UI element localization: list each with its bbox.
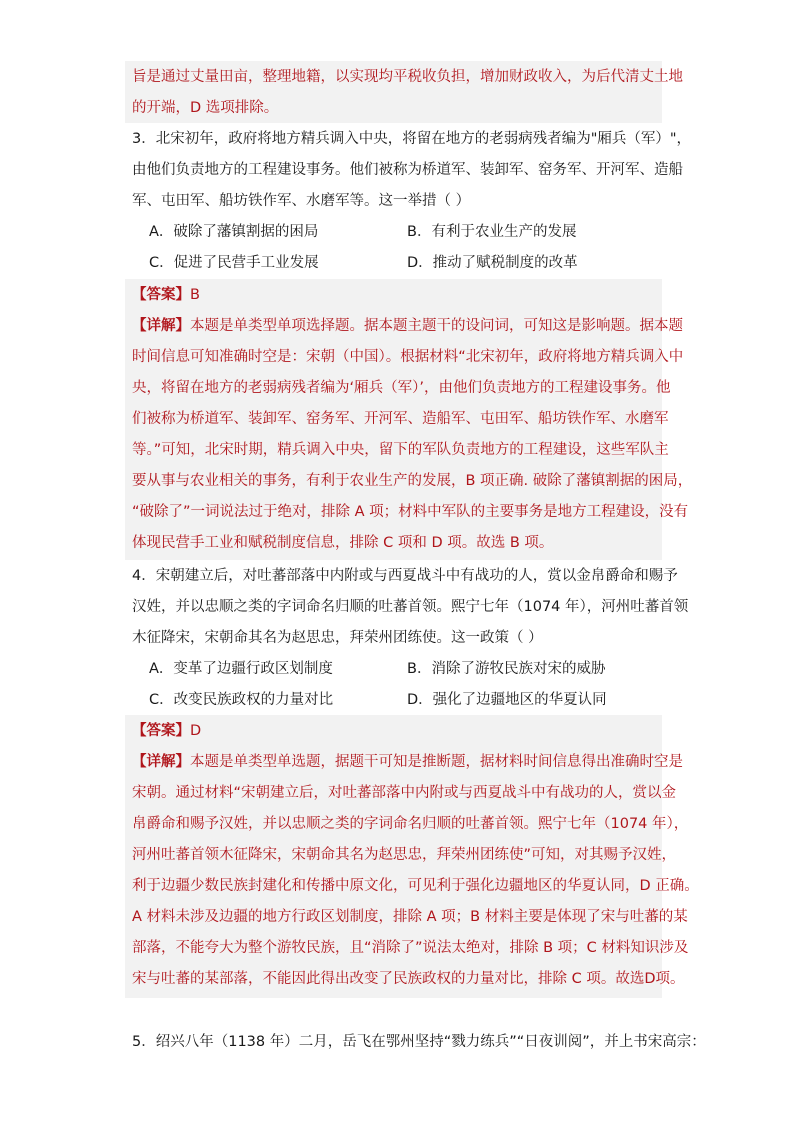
question-4-stem: 木征降宋，宋朝命其名为赵思忠，拜荣州团练使。这一政策（ ） xyxy=(132,630,543,646)
detail-text: 时间信息可知准确时空是：宋朝（中国）。根据材料“北宋初年，政府将地方精兵调入中 xyxy=(132,349,684,365)
question-3-option-d: D．推动了赋税制度的改革 xyxy=(407,255,578,271)
detail-text: 宋朝。通过材料“宋朝建立后，对吐蕃部落中内附或与西夏战斗中有战功的人，赏以金 xyxy=(132,785,677,801)
question-3-answer xyxy=(132,285,200,305)
detail-text: 体现民营手工业和赋税制度信息，排除 C 项和 D 项。故选 B 项。 xyxy=(132,535,554,551)
answer-value: D xyxy=(190,723,202,739)
detail-text: “破除了”一词说法过于绝对，排除 A 项；材料中军队的主要事务是地方工程建设，没有 xyxy=(132,504,689,520)
detail-text: 要从事与农业相关的事务，有利于农业生产的发展，B 项正确. 破除了藩镇割据的困局， xyxy=(132,473,693,489)
question-3-stem: 军、屯田军、船坊铁作军、水磨军等。这一举措（ ） xyxy=(132,193,471,209)
answer-value: B xyxy=(190,287,200,303)
answer-tag: 【答案】 xyxy=(132,287,190,303)
question-4-stem: 汉姓，并以忠顺之类的字词命名归顺的吐蕃首领。熙宁七年（1074 年），河州吐蕃首领 xyxy=(132,599,689,615)
answer-tag: 【答案】 xyxy=(132,723,190,739)
detail-text: 本题是单类型单选题，据题干可知是推断题，据材料时间信息得出准确时空是 xyxy=(190,754,683,770)
question-4-answer xyxy=(132,721,201,741)
detail-text: A 材料未涉及边疆的地方行政区划制度，排除 A 项；B 材料主要是体现了宋与吐蕃的某 xyxy=(132,909,688,925)
question-3-option-c: C．促进了民营手工业发展 xyxy=(149,255,319,271)
detail-text: 本题是单类型单项选择题。据本题主题干的设问词，可知这是影响题。据本题 xyxy=(190,318,683,334)
detail-tag: 【详解】 xyxy=(132,318,190,334)
question-3-stem: 3．北宋初年，政府将地方精兵调入中央，将留在地方的老弱病残者编为"厢兵（军）"， xyxy=(132,131,692,147)
question-4-stem: 4．宋朝建立后，对吐蕃部落中内附或与西夏战斗中有战功的人，赏以金帛爵命和赐予 xyxy=(132,568,678,584)
detail-text: 等。”可知，北宋时期，精兵调入中央，留下的军队负责地方的工程建设，这些军队主 xyxy=(132,442,669,458)
question-4-option-b: B．消除了游牧民族对宋的威胁 xyxy=(407,661,606,677)
detail-text: 们被称为桥道军、装卸军、窑务军、开河军、造船军、屯田军、船坊铁作军、水磨军 xyxy=(132,411,669,427)
detail-text: 利于边疆少数民族封建化和传播中原文化，可见利于强化边疆地区的华夏认同，D 正确。 xyxy=(132,878,699,894)
question-3-option-b: B．有利于农业生产的发展 xyxy=(407,224,577,240)
question-5-stem: 5．绍兴八年（1138 年）二月，岳飞在鄂州坚持“戮力练兵”“日夜训阅”，并上书宋高宗： xyxy=(132,1034,706,1050)
explanation-line: 的开端，D 选项排除。 xyxy=(132,100,279,116)
question-4-option-a: A．变革了边疆行政区划制度 xyxy=(149,661,333,677)
detail-tag: 【详解】 xyxy=(132,754,190,770)
detail-text: 部落，不能夸大为整个游牧民族，且“消除了”说法太绝对，排除 B 项；C 材料知识涉及 xyxy=(132,940,689,956)
detail-text: 央，将留在地方的老弱病残者编为‘厢兵（军）’，由他们负责地方的工程建设事务。他 xyxy=(132,380,671,396)
question-4-option-d: D．强化了边疆地区的华夏认同 xyxy=(407,692,607,708)
detail-text: 帛爵命和赐予汉姓，并以忠顺之类的字词命名归顺的吐蕃首领。熙宁七年（1074 年）， xyxy=(132,816,689,832)
question-4-option-c: C．改变民族政权的力量对比 xyxy=(149,692,334,708)
question-3-detail xyxy=(132,316,683,336)
question-3-stem: 由他们负责地方的工程建设事务。他们被称为桥道军、装卸军、窑务军、开河军、造船 xyxy=(132,162,683,178)
explanation-line: 旨是通过丈量田亩，整理地籍，以实现均平税收负担，增加财政收入，为后代清丈土地 xyxy=(132,69,683,85)
detail-text: 河州吐蕃首领木征降宋，宋朝命其名为赵思忠，拜荣州团练使”可知，对其赐予汉姓， xyxy=(132,847,677,863)
question-4-detail xyxy=(132,752,683,772)
question-3-option-a: A．破除了藩镇割据的困局 xyxy=(149,224,319,240)
detail-text: 宋与吐蕃的某部落，不能因此得出改变了民族政权的力量对比，排除 C 项。故选D项。 xyxy=(132,971,685,987)
